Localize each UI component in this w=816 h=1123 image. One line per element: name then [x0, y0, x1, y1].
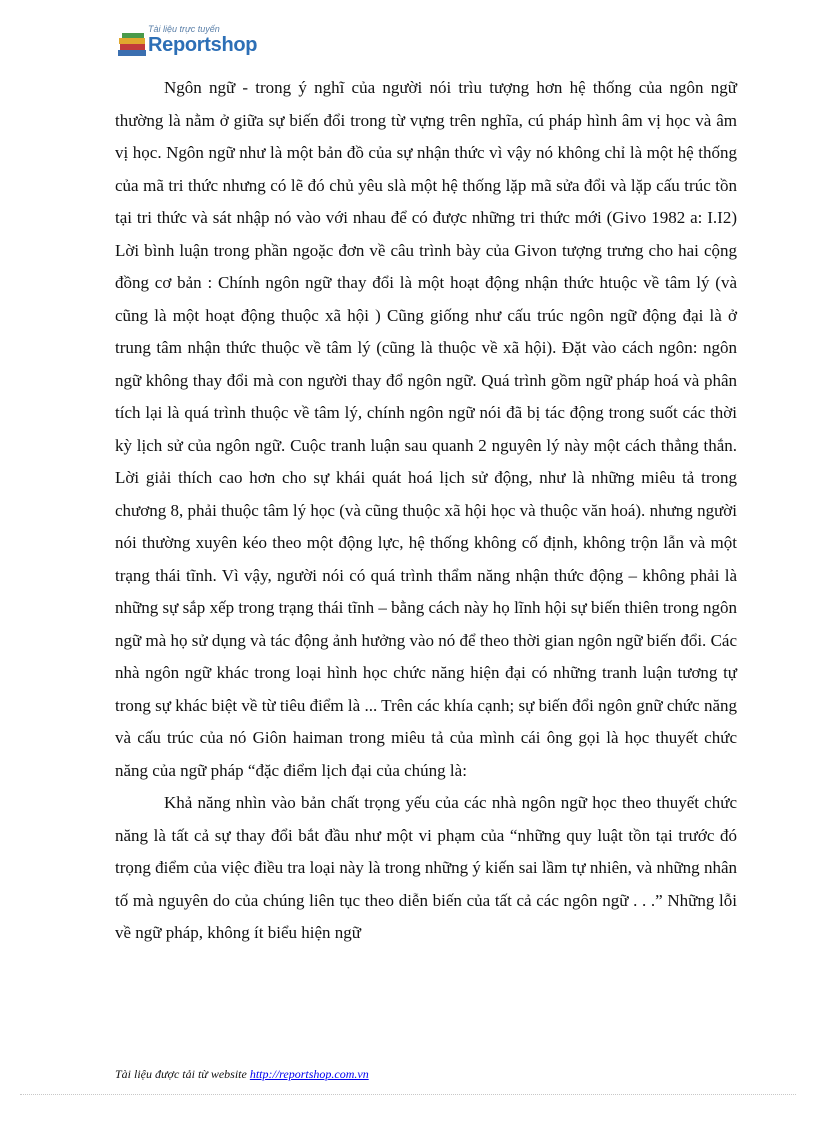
logo-tagline: Tài liệu trực tuyến [148, 24, 220, 34]
paragraph-2: Khả năng nhìn vào bản chất trọng yếu của các nhà ngôn ngữ học theo thuyết chức năng là tất cả sự thay đổi bắt đầu như một vi phạm của “những quy luật tồn tại trước đó trọng điểm của việc điều tra loại này là trong những ý kiến sai lầm tự nhiên, và những nhân tố mà nguyên do của chúng liên tục theo diễn biến của tất cả các ngôn ngữ . . .” Những lỗi về ngữ pháp, không ít biểu hiện ngữ [115, 793, 737, 942]
document-body [115, 72, 737, 950]
logo-brand: Reportshop [148, 34, 258, 56]
footer-prefix: Tài liệu được tải từ website [115, 1067, 250, 1081]
reportshop-logo [118, 22, 288, 62]
footer-website-link[interactable]: http://reportshop.com.vn [249, 1067, 369, 1081]
books-icon [118, 32, 148, 58]
page-footer [115, 1067, 369, 1082]
paragraph-1: Ngôn ngữ - trong ý nghĩ của người nói trìu tượng hơn hệ thống của ngôn ngữ thường là nằm ở giữa sự biến đổi trong từ vựng trên nghĩa, cú pháp hình âm vị học và âm vị học. Ngôn ngữ như là một bản đồ của sự nhận thức vì vậy nó không chỉ là một hệ thống của mã tri thức nhưng có lẽ đó chủ yêu slà một hệ thống lặp mã sửa đổi và lặp cấu trúc tồn tại tri thức và sát nhập nó vào với nhau để có được những tri thức mới (Givo 1982 a: I.I2) Lời bình luận trong phần ngoặc đơn về câu trình bày của Givon tượng trưng cho hai cộng đồng cơ bản : Chính ngôn ngữ thay đổi là một hoạt động nhận thức htuộc về tâm lý (và cũng là một hoạt động thuộc xã hội ) Cũng giống như cấu trúc ngôn ngữ động đại là ở trung tâm nhận thức thuộc về tâm lý (cũng là thuộc về xã hội). Đặt vào cách ngôn: ngôn ngữ không thay đổi mà con người thay đổ ngôn ngữ. Quá trình gồm ngữ pháp hoá và phân tích lại là quá trình thuộc về tâm lý, chính ngôn ngữ nói đã bị tác động trong suốt các thời kỳ lịch sử của ngôn ngữ. Cuộc tranh luận sau quanh 2 nguyên lý này một cách thẳng thắn. Lời giải thích cao hơn cho sự khái quát hoá lịch sử động, như là những miêu tả trong chương 8, phải thuộc tâm lý học (và cũng thuộc xã hội học và thuộc văn hoá). nhưng người nói thường xuyên kéo theo một động lực, hệ thống không cố định, không trộn lẫn và một trạng thái tĩnh. Vì vậy, người nói có quá trình thẩm năng nhận thức động – không phải là những sự sắp xếp trong trạng thái tĩnh – bằng cách này họ lĩnh hội sự biến thiên trong ngôn ngữ mà họ sử dụng và tác động ảnh hưởng vào nó để theo thời gian ngôn ngữ biến đổi. Các nhà ngôn ngữ khác trong loại hình học chức năng hiện đại có những tranh luận tương tự trong sự khác biệt về từ tiêu điểm là ... Trên các khía cạnh; sự biến đổi ngôn gnữ chức năng và cấu trúc của nó Giôn haiman trong miêu tả của mình cái ông gọi là học thuyết chức năng của ngữ pháp “đặc điểm lịch đại của chúng là: [115, 78, 737, 780]
page-bottom-edge [20, 1094, 796, 1095]
